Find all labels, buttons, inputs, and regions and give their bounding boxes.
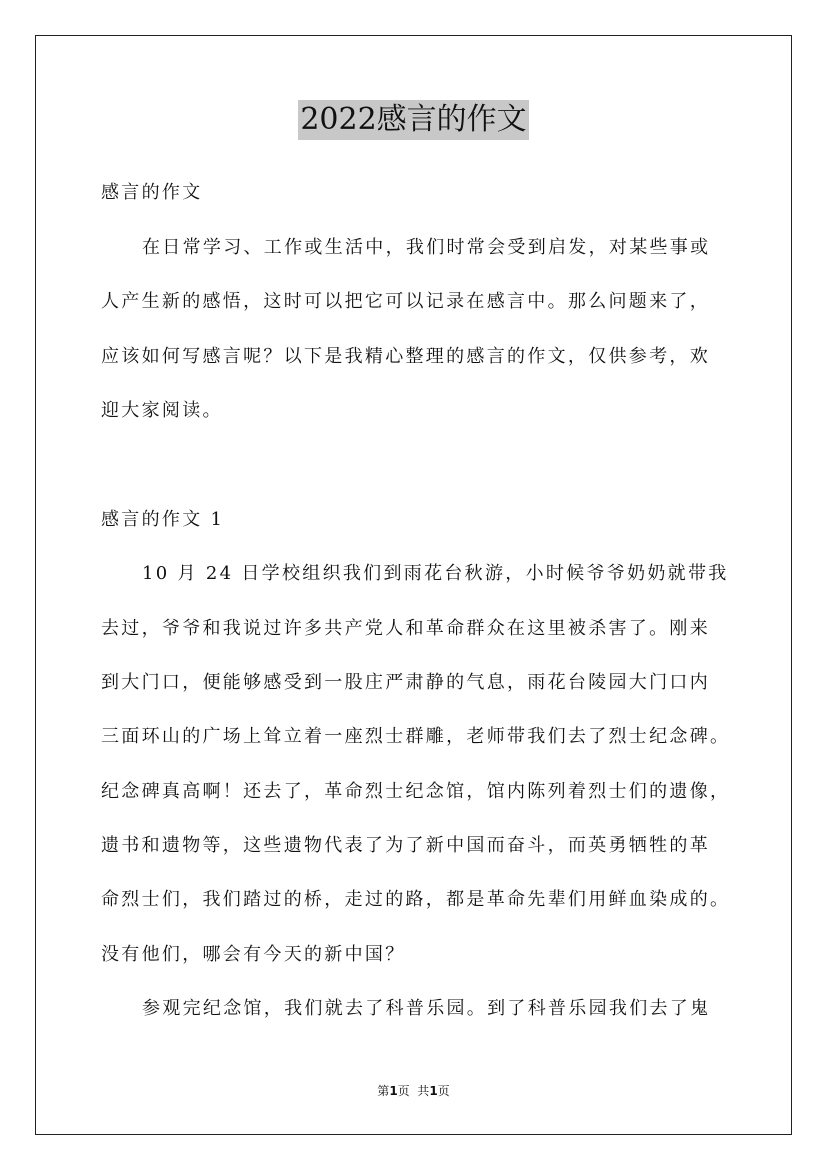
section-line: 去过，爷爷和我说过许多共产党人和革命群众在这里被杀害了。刚来: [101, 618, 710, 639]
footer-mid: 页 共: [397, 1084, 430, 1098]
section-line: 10 月 24 日学校组织我们到雨花台秋游，小时候爷爷奶奶就带我: [142, 563, 729, 584]
intro-line: 人产生新的感悟，这时可以把它可以记录在感言中。那么问题来了，: [101, 291, 710, 312]
section-line: 三面环山的广场上耸立着一座烈士群雕，老师带我们去了烈士纪念碑。: [101, 726, 731, 747]
document-title: 2022感言的作文: [298, 100, 528, 140]
section-line: 没有他们，哪会有今天的新中国？: [101, 944, 406, 965]
page-footer: [0, 1083, 827, 1099]
document-heading: 感言的作文: [101, 182, 203, 203]
section-line: 遗书和遗物等，这些遗物代表了为了新中国而奋斗，而英勇牺牲的革: [101, 835, 710, 856]
intro-line: 在日常学习、工作或生活中，我们时常会受到启发，对某些事或: [142, 237, 711, 258]
title-container: [0, 100, 827, 140]
intro-line: 应该如何写感言呢？以下是我精心整理的感言的作文，仅供参考，欢: [101, 346, 710, 367]
section-line: 纪念碑真高啊！还去了，革命烈士纪念馆，馆内陈列着烈士们的遗像，: [101, 781, 731, 802]
section-line: 命烈士们，我们踏过的桥，走过的路，都是革命先辈们用鲜血染成的。: [101, 889, 731, 910]
section-line: 参观完纪念馆，我们就去了科普乐园。到了科普乐园我们去了鬼: [142, 998, 711, 1019]
intro-line: 迎大家阅读。: [101, 400, 223, 421]
section-line: 到大门口，便能够感受到一股庄严肃静的气息，雨花台陵园大门口内: [101, 672, 710, 693]
footer-page-total: 1: [429, 1084, 438, 1098]
footer-prefix: 第: [377, 1084, 390, 1098]
section-heading: 感言的作文 1: [101, 509, 225, 530]
footer-suffix: 页: [437, 1084, 450, 1098]
footer-page-number: 1: [389, 1084, 398, 1098]
